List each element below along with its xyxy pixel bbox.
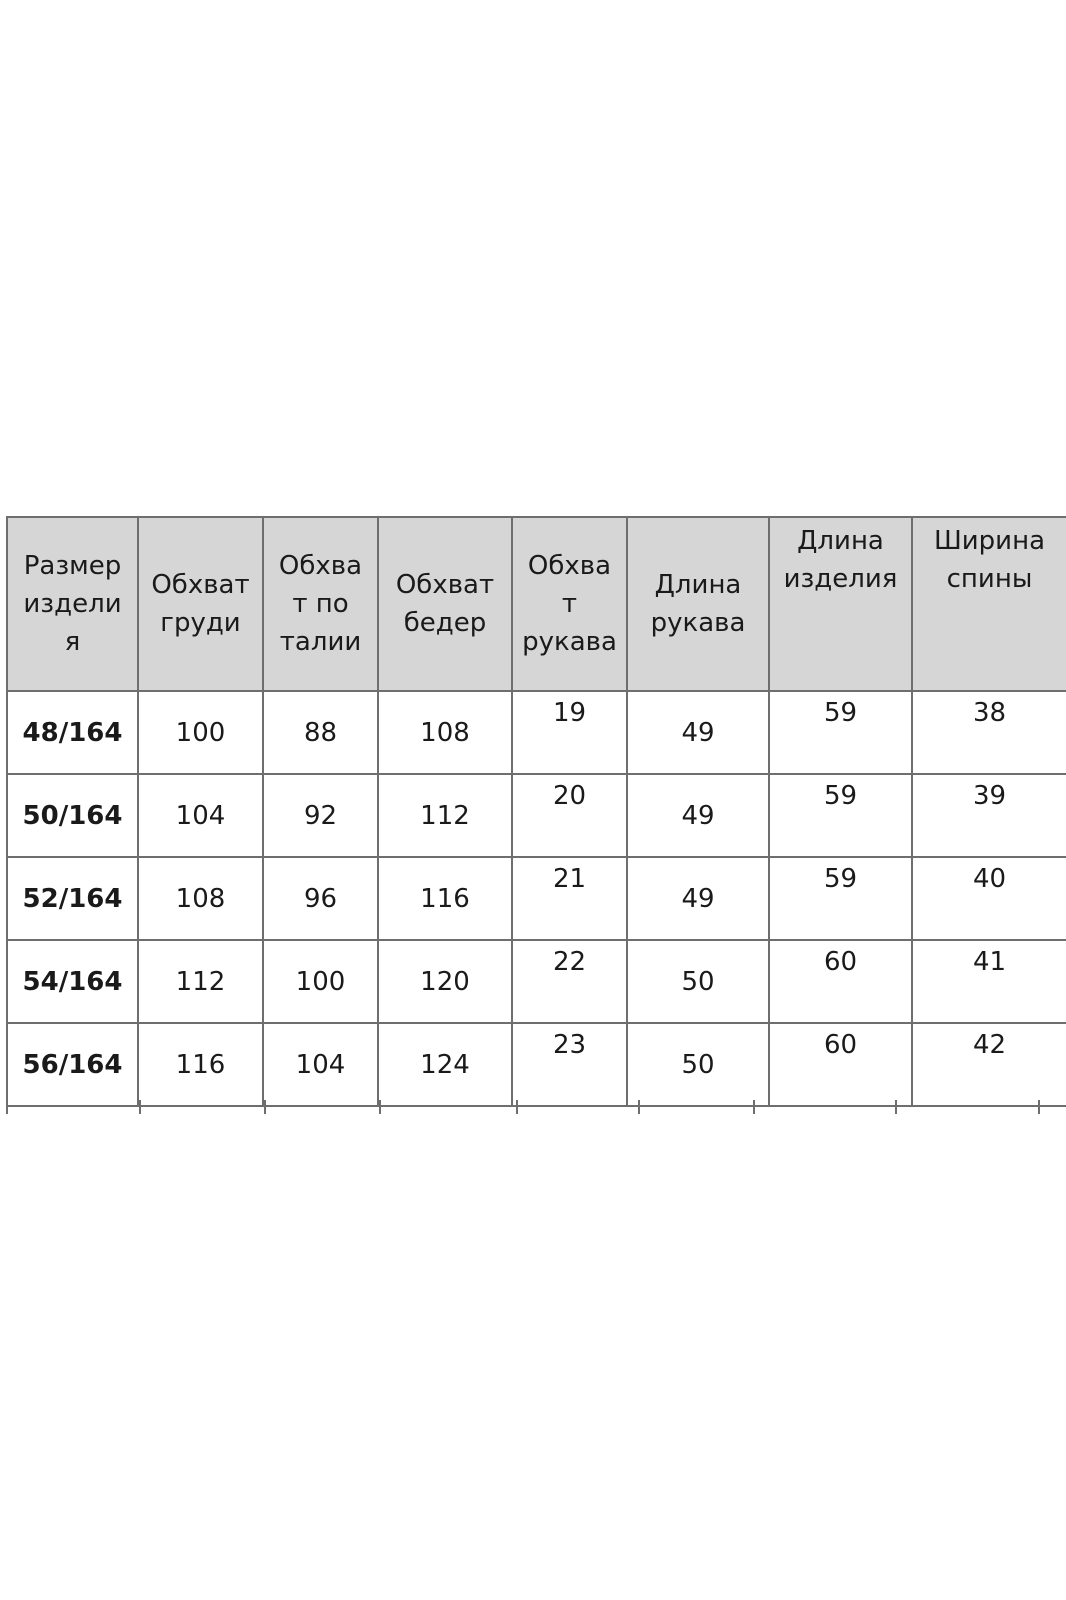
cell-back-width: 42 [912, 1023, 1066, 1106]
cell-waist: 88 [263, 691, 378, 774]
cell-sleeve-girth: 19 [512, 691, 627, 774]
cell-sleeve-length: 49 [627, 774, 769, 857]
cell-sleeve-length: 50 [627, 1023, 769, 1106]
cell-waist: 92 [263, 774, 378, 857]
table-row [7, 774, 1066, 857]
header-back-width: Ширина спины [912, 517, 1066, 691]
divider [638, 1100, 640, 1114]
cell-back-width: 39 [912, 774, 1066, 857]
header-hips: Обхват бедер [378, 517, 512, 691]
cell-hips: 120 [378, 940, 512, 1023]
header-chest: Обхват груди [138, 517, 263, 691]
cell-back-width: 38 [912, 691, 1066, 774]
cell-hips: 124 [378, 1023, 512, 1106]
size-chart-table [6, 516, 1066, 1107]
table-row [7, 857, 1066, 940]
cell-garment-length: 60 [769, 940, 912, 1023]
cell-garment-length: 59 [769, 774, 912, 857]
cell-size: 50/164 [7, 774, 138, 857]
cell-back-width: 41 [912, 940, 1066, 1023]
cell-chest: 104 [138, 774, 263, 857]
table-row [7, 940, 1066, 1023]
cell-hips: 108 [378, 691, 512, 774]
table-row [7, 1023, 1066, 1106]
cell-back-width: 40 [912, 857, 1066, 940]
header-garment-length: Длина изделия [769, 517, 912, 691]
divider [379, 1100, 381, 1114]
cell-sleeve-girth: 23 [512, 1023, 627, 1106]
divider [264, 1100, 266, 1114]
cell-chest: 100 [138, 691, 263, 774]
divider [139, 1100, 141, 1114]
table-row [7, 691, 1066, 774]
cell-chest: 108 [138, 857, 263, 940]
cell-size: 56/164 [7, 1023, 138, 1106]
cell-waist: 100 [263, 940, 378, 1023]
divider [753, 1100, 755, 1114]
cell-garment-length: 60 [769, 1023, 912, 1106]
cell-hips: 112 [378, 774, 512, 857]
cell-sleeve-length: 49 [627, 691, 769, 774]
cell-waist: 104 [263, 1023, 378, 1106]
cell-size: 54/164 [7, 940, 138, 1023]
divider [895, 1100, 897, 1114]
cell-sleeve-girth: 21 [512, 857, 627, 940]
cell-size: 52/164 [7, 857, 138, 940]
divider [516, 1100, 518, 1114]
cell-waist: 96 [263, 857, 378, 940]
header-sleeve-girth: Обхва т рукава [512, 517, 627, 691]
cell-hips: 116 [378, 857, 512, 940]
cell-sleeve-girth: 20 [512, 774, 627, 857]
divider [1038, 1100, 1040, 1114]
cell-garment-length: 59 [769, 691, 912, 774]
cell-chest: 116 [138, 1023, 263, 1106]
cell-chest: 112 [138, 940, 263, 1023]
header-sleeve-length: Длина рукава [627, 517, 769, 691]
cell-sleeve-girth: 22 [512, 940, 627, 1023]
cell-garment-length: 59 [769, 857, 912, 940]
header-waist: Обхва т по талии [263, 517, 378, 691]
cell-sleeve-length: 50 [627, 940, 769, 1023]
cell-size: 48/164 [7, 691, 138, 774]
header-size: Размер издели я [7, 517, 138, 691]
header-row [7, 517, 1066, 691]
table-cut-edge [6, 1100, 1066, 1114]
cell-sleeve-length: 49 [627, 857, 769, 940]
